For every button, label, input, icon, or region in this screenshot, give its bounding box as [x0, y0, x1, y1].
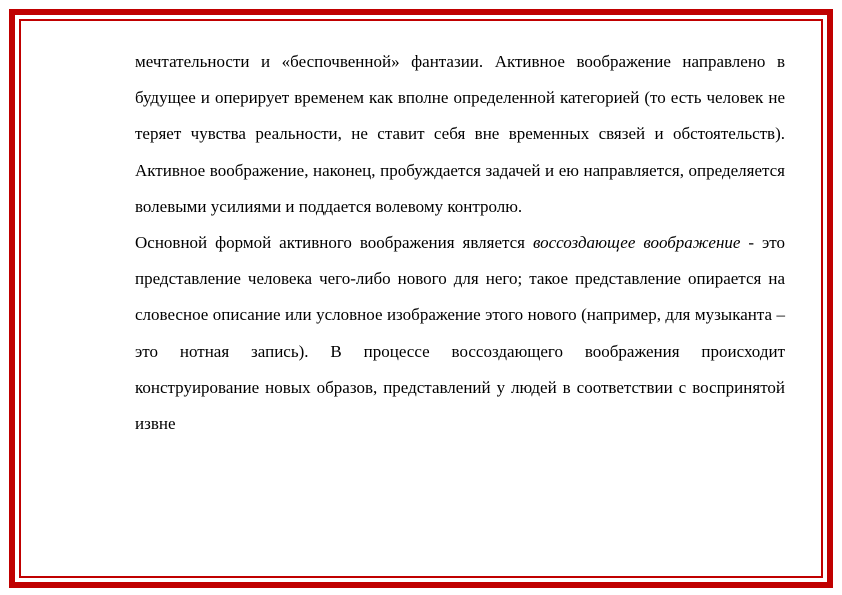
paragraph-rest-text: - это представление человека чего-либо нового для него; такое представление опирается на словесное описание или условное изображение этого нового (например, для музыканта – это нотная запись). В процессе воссоздающего воображения происходит конструирование новых образов, представлений у людей в соответствии с воспринятой извне	[135, 233, 785, 434]
emphasized-term: воссоздающее воображение	[532, 233, 741, 253]
paragraph-recreative-imagination	[135, 225, 785, 442]
paragraph-intro-text: Основной формой активного воображения является	[135, 233, 533, 253]
document-body	[135, 44, 785, 442]
paragraph-active-imagination: мечтательности и «беспочвенной» фантазии. Активное воображение направлено в будущее и оперирует временем как вполне определенной категорией (то есть человек не теряет чувства реальности, не ставит себя вне временных связей и обстоятельств). Активное воображение, наконец, пробуждается задачей и ею направляется, определяется волевыми усилиями и поддается волевому контролю.	[135, 52, 785, 216]
